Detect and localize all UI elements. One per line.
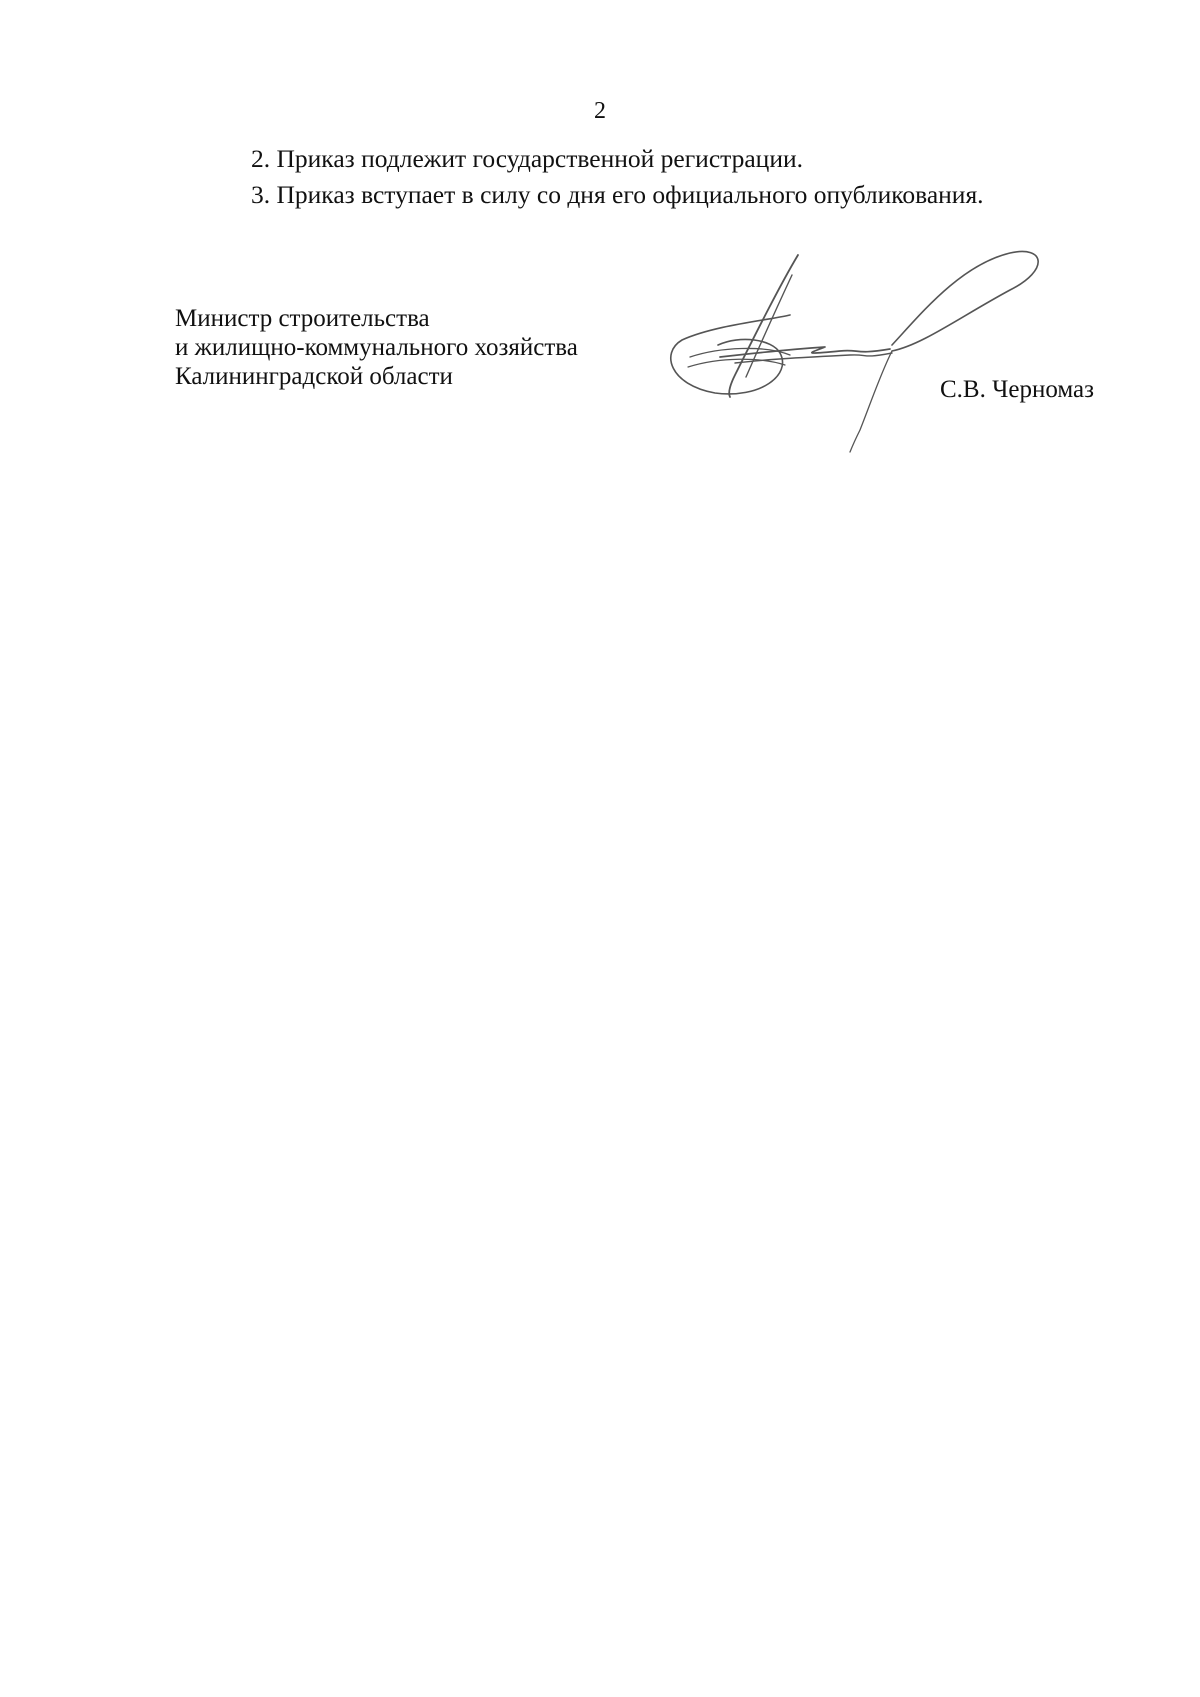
signatory-position-line: Министр строительства: [175, 305, 430, 332]
signatory-position-line: и жилищно-коммунального хозяйства: [175, 334, 578, 361]
page-number: 2: [594, 98, 606, 124]
clause-effective-date: 3. Приказ вступает в силу со дня его официального опубликования.: [251, 180, 984, 209]
signatory-name: С.В. Черномаз: [940, 376, 1094, 403]
signatory-position: [175, 304, 578, 391]
signatory-position-line: Калининградской области: [175, 363, 453, 390]
handwritten-signature: [660, 245, 1060, 455]
clause-registration: 2. Приказ подлежит государственной регистрации.: [251, 144, 803, 173]
